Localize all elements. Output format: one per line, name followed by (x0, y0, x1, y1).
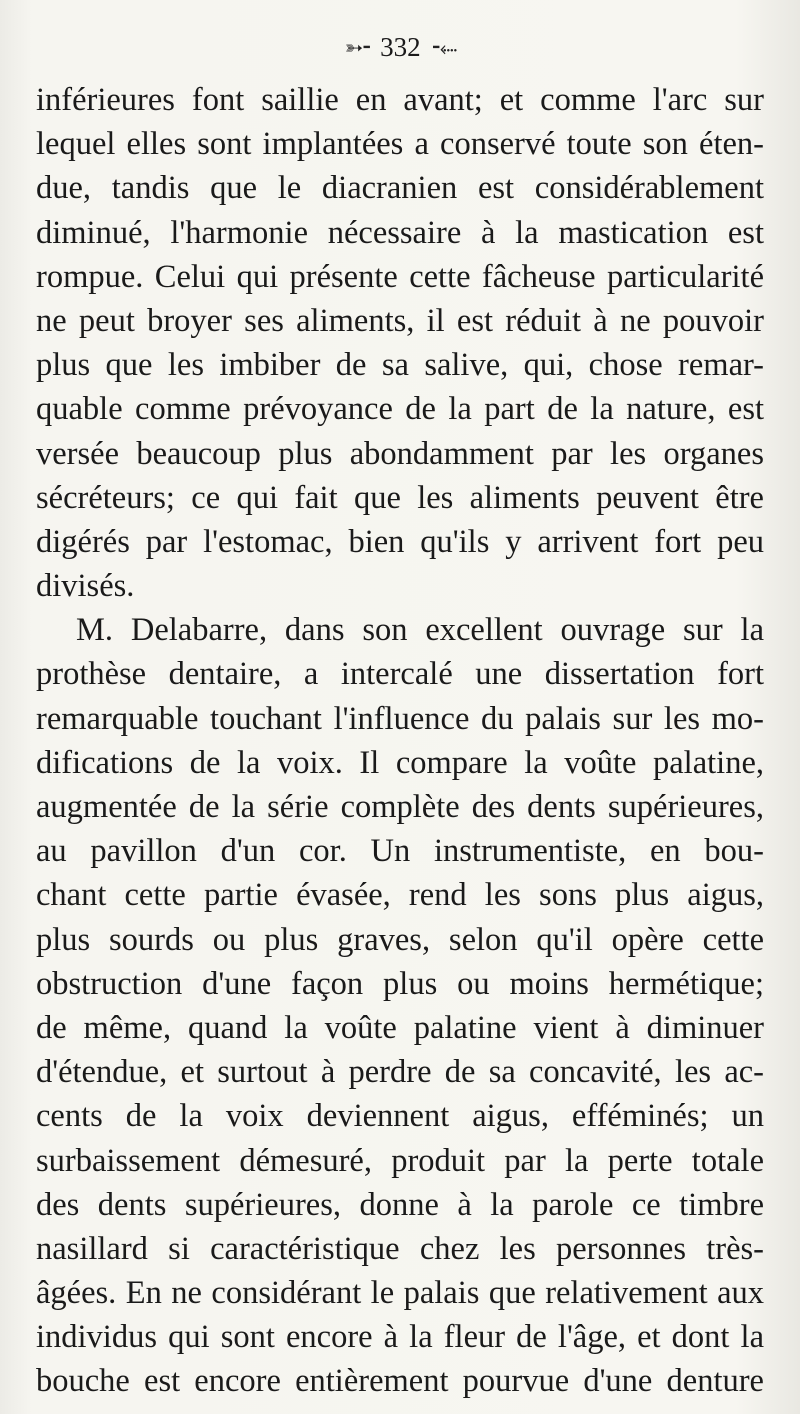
body-text (36, 78, 764, 1404)
text-line: nasillard si caractéristique chez les personnes très- (36, 1230, 764, 1267)
text-line: sécréteurs; ce qui fait que les aliments peuvent être (36, 479, 764, 516)
text-line: chant cette partie évasée, rend les sons plus aigus, (36, 877, 764, 914)
text-line: des dents supérieures, donne à la parole ce timbre (36, 1186, 764, 1223)
text-line: remarquable touchant l'influence du palais sur les mo- (36, 700, 764, 737)
text-line: rompue. Celui qui présente cette fâcheuse particularité (36, 258, 764, 295)
text-line: obstruction d'une façon plus ou moins hermétique; (36, 965, 764, 1002)
text-line: digérés par l'estomac, bien qu'ils y arrivent fort peu (36, 523, 764, 560)
text-line: âgées. En ne considérant le palais que relativement aux (36, 1275, 764, 1312)
text-line: ne peut broyer ses aliments, il est réduit à ne pouvoir (36, 302, 764, 339)
text-line: de même, quand la voûte palatine vient à diminuer (36, 1009, 764, 1046)
text-line: due, tandis que le diacranien est considérablement (36, 170, 764, 207)
text-line: augmentée de la série complète des dents supérieures, (36, 789, 764, 825)
text-line: diminué, l'harmonie nécessaire à la mastication est (36, 214, 764, 251)
text-line: surbaissement démesuré, produit par la perte totale (36, 1142, 764, 1179)
text-line: plus sourds ou plus graves, selon qu'il opère cette (36, 921, 764, 958)
page-number: 332 (380, 32, 421, 62)
text-line: individus qui sont encore à la fleur de l'âge, et dont la (36, 1319, 764, 1356)
right-ornament-icon: ⁃⬸ (430, 34, 456, 60)
text-line: cents de la voix deviennent aigus, efféminés; un (36, 1098, 764, 1135)
text-line: d'étendue, et surtout à perdre de sa concavité, les ac- (36, 1054, 764, 1091)
text-line: au pavillon d'un cor. Un instrumentiste, en bou- (36, 833, 764, 870)
left-ornament-icon: ➳⁃ (344, 34, 371, 60)
text-line: quable comme prévoyance de la part de la nature, est (36, 391, 764, 428)
text-line: plus que les imbiber de sa salive, qui, chose remar- (36, 347, 764, 384)
text-line: inférieures font saillie en avant; et comme l'arc sur (36, 82, 764, 118)
text-line: divisés. (36, 568, 135, 605)
text-line: prothèse dentaire, a intercalé une dissertation fort (36, 656, 764, 693)
text-line: versée beaucoup plus abondamment par les organes (36, 435, 764, 472)
page-header (0, 32, 800, 63)
text-line: difications de la voix. Il compare la voûte palatine, (36, 744, 764, 781)
text-line: lequel elles sont implantées a conservé toute son éten- (36, 126, 764, 163)
text-line: bouche est encore entièrement pourvue d'une denture (36, 1363, 764, 1400)
text-line: M. Delabarre, dans son excellent ouvrage sur la (76, 612, 764, 649)
